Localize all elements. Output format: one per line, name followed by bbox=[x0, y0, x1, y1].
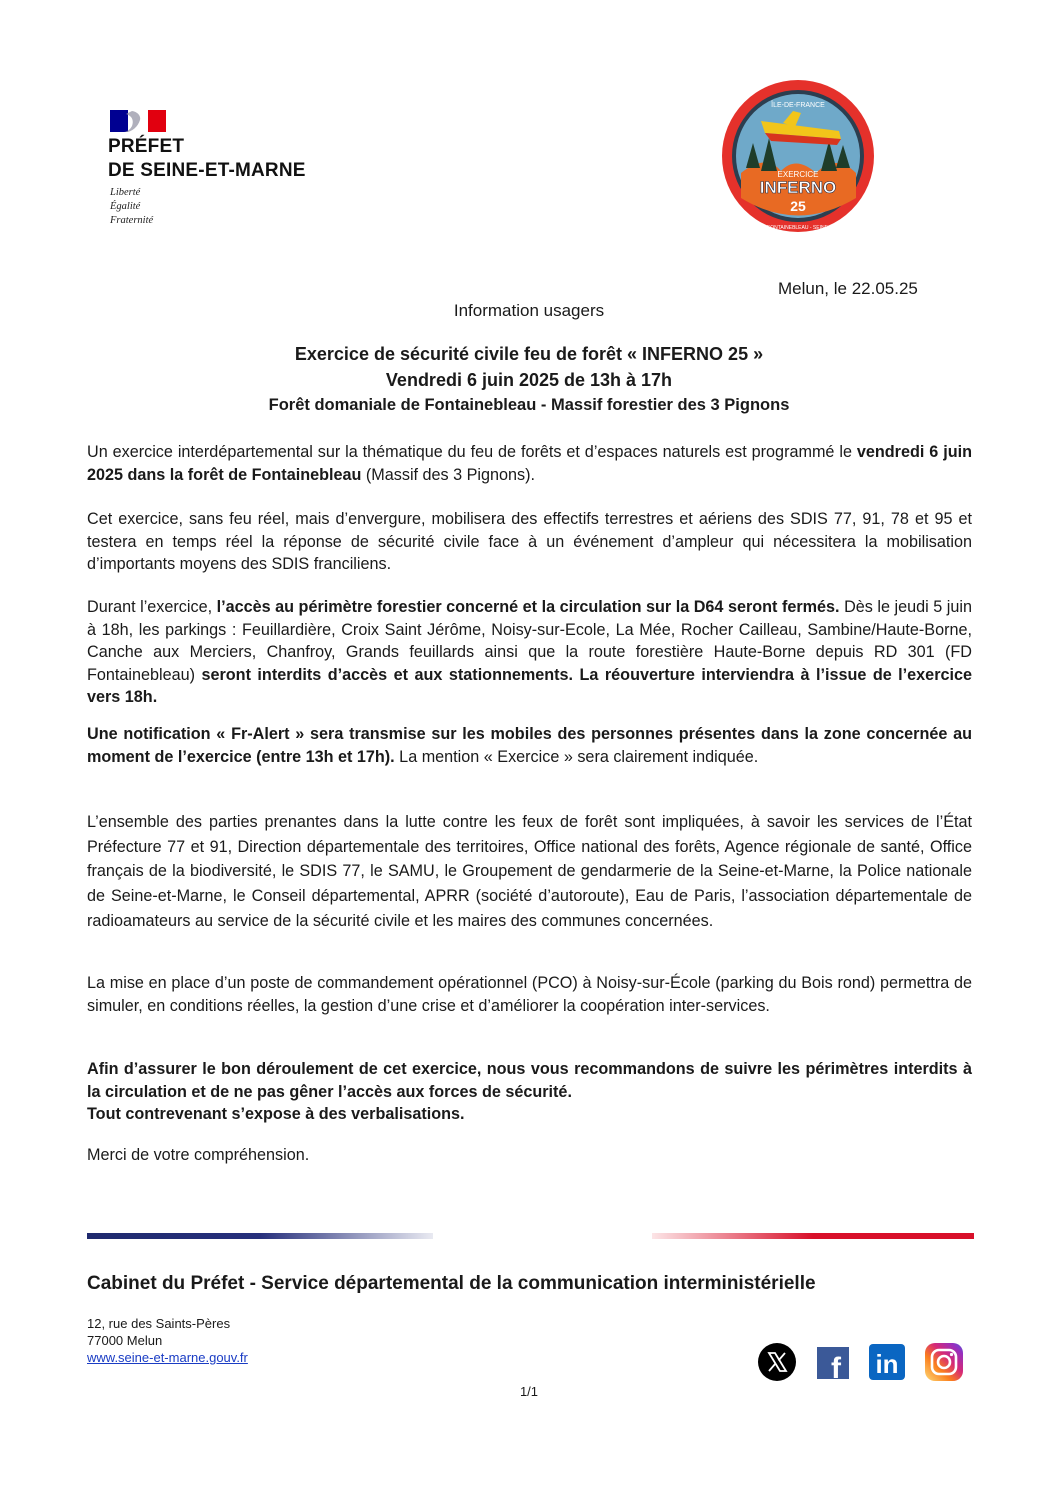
linkedin-icon[interactable] bbox=[868, 1343, 906, 1381]
dateline: Melun, le 22.05.25 bbox=[778, 279, 918, 298]
footer-address-city: 77000 Melun bbox=[87, 1333, 163, 1348]
footer-website-link[interactable]: www.seine-et-marne.gouv.fr bbox=[87, 1350, 248, 1365]
prefecture-name-line1: PRÉFET bbox=[108, 136, 185, 157]
footer-divider-red bbox=[652, 1233, 974, 1239]
footer-website-container bbox=[87, 1350, 248, 1365]
footer-divider-blue bbox=[87, 1233, 433, 1239]
paragraph-pco: La mise en place d’un poste de commandement opérationnel (PCO) à Noisy-sur-École (parking du Bois rond) permettra de simuler, en conditions réelles, la gestion d’une crise et d’améliorer la coopération inter-services. bbox=[87, 974, 972, 1015]
facebook-icon[interactable] bbox=[815, 1345, 851, 1381]
document-type: Information usagers bbox=[453, 301, 605, 320]
paragraph-thanks: Merci de votre compréhension. bbox=[87, 1146, 310, 1164]
badge-exercice-text: EXERCICE bbox=[777, 170, 819, 179]
title-date: Vendredi 6 juin 2025 de 13h à 17h bbox=[385, 370, 673, 390]
motto-egalite: Égalité bbox=[110, 201, 141, 212]
footer-cabinet-title: Cabinet du Préfet - Service départemental de la communication interministérielle bbox=[87, 1273, 816, 1294]
motto-fraternite: Fraternité bbox=[110, 215, 154, 226]
instagram-icon[interactable] bbox=[924, 1342, 964, 1382]
footer-address-street: 12, rue des Saints-Pères bbox=[87, 1316, 231, 1331]
page-number: 1/1 bbox=[519, 1384, 539, 1399]
svg-text:f: f bbox=[831, 1352, 841, 1381]
badge-region-text: ÎLE-DE-FRANCE bbox=[771, 102, 825, 109]
badge-inferno-text: INFERNO bbox=[759, 178, 837, 197]
x-icon[interactable] bbox=[758, 1343, 796, 1381]
title-exercise: Exercice de sécurité civile feu de forêt « INFERNO 25 » bbox=[294, 344, 764, 364]
paragraph-recommendation: Afin d’assurer le bon déroulement de cet exercice, nous vous recommandons de suivre les périmètres interdits à la circulation et de ne pas gêner l’accès aux forces de sécurité. Tout contrevenant s’expose à des verbalisations. bbox=[87, 1060, 972, 1123]
title-location: Forêt domaniale de Fontainebleau - Massif forestier des 3 Pignons bbox=[268, 396, 790, 414]
marianne-flag-logo bbox=[110, 110, 166, 132]
paragraph-closures: Durant l’exercice, l’accès au périmètre forestier concerné et la circulation sur la D64 seront fermés. Dès le jeudi 5 juin à 18h, les parkings : Feuillardière, Croix Saint Jérôme, Noisy-sur-Ecole, La Mée, Rocher Cailleau, Sambine/Haute-Borne, Canche aux Merciers, Chanfroy, Grands feuillards ainsi que la route forestière Haute-Borne depuis RD 301 (FD Fontainebleau) seront interdits d’accès et aux stationnements. La réouverture interviendra à l’issue de l’exercice vers 18h. bbox=[87, 598, 972, 706]
paragraph-intro: Un exercice interdépartemental sur la thématique du feu de forêts et d’espaces naturels est programmé le vendredi 6 juin 2025 dans la forêt de Fontainebleau (Massif des 3 Pignons). bbox=[87, 443, 972, 484]
paragraph-stakeholders: L’ensemble des parties prenantes dans la lutte contre les feux de forêt sont impliquées, à savoir les services de l’État Préfecture 77 et 91, Direction départementale des territoires, Office national des forêts, Agence régionale de santé, Office français de la biodiversité, le SDIS 77, le SAMU, le Groupement de gendarmerie de la Seine-et-Marne, la Police nationale de Seine-et-Marne, le Conseil départemental, APRR (société d’autoroute), Eau de Paris, l’association départementale de radioamateurs au service de la sécurité civile et les maires des communes concernées. bbox=[87, 813, 972, 930]
motto-liberte: Liberté bbox=[110, 187, 141, 198]
paragraph-exercise-description: Cet exercice, sans feu réel, mais d’envergure, mobilisera des effectifs terrestres et aériens des SDIS 77, 91, 78 et 95 et testera en temps réel la réponse de sécurité civile face à un événement d’ampleur qui nécessitera la mobilisation d’importants moyens des SDIS franciliens. bbox=[87, 510, 972, 573]
svg-text:in: in bbox=[875, 1349, 899, 1379]
badge-ring-text: FORÊT DE FONTAINEBLEAU - SEINE-ET-MARNE bbox=[740, 225, 856, 231]
prefecture-name-line2: DE SEINE-ET-MARNE bbox=[108, 160, 306, 181]
badge-number-text: 25 bbox=[790, 198, 806, 214]
paragraph-fr-alert: Une notification « Fr-Alert » sera transmise sur les mobiles des personnes présentes dans la zone concernée au moment de l’exercice (entre 13h et 17h). La mention « Exercice » sera clairement indiquée. bbox=[87, 725, 972, 766]
inferno-25-badge-logo bbox=[721, 73, 876, 240]
